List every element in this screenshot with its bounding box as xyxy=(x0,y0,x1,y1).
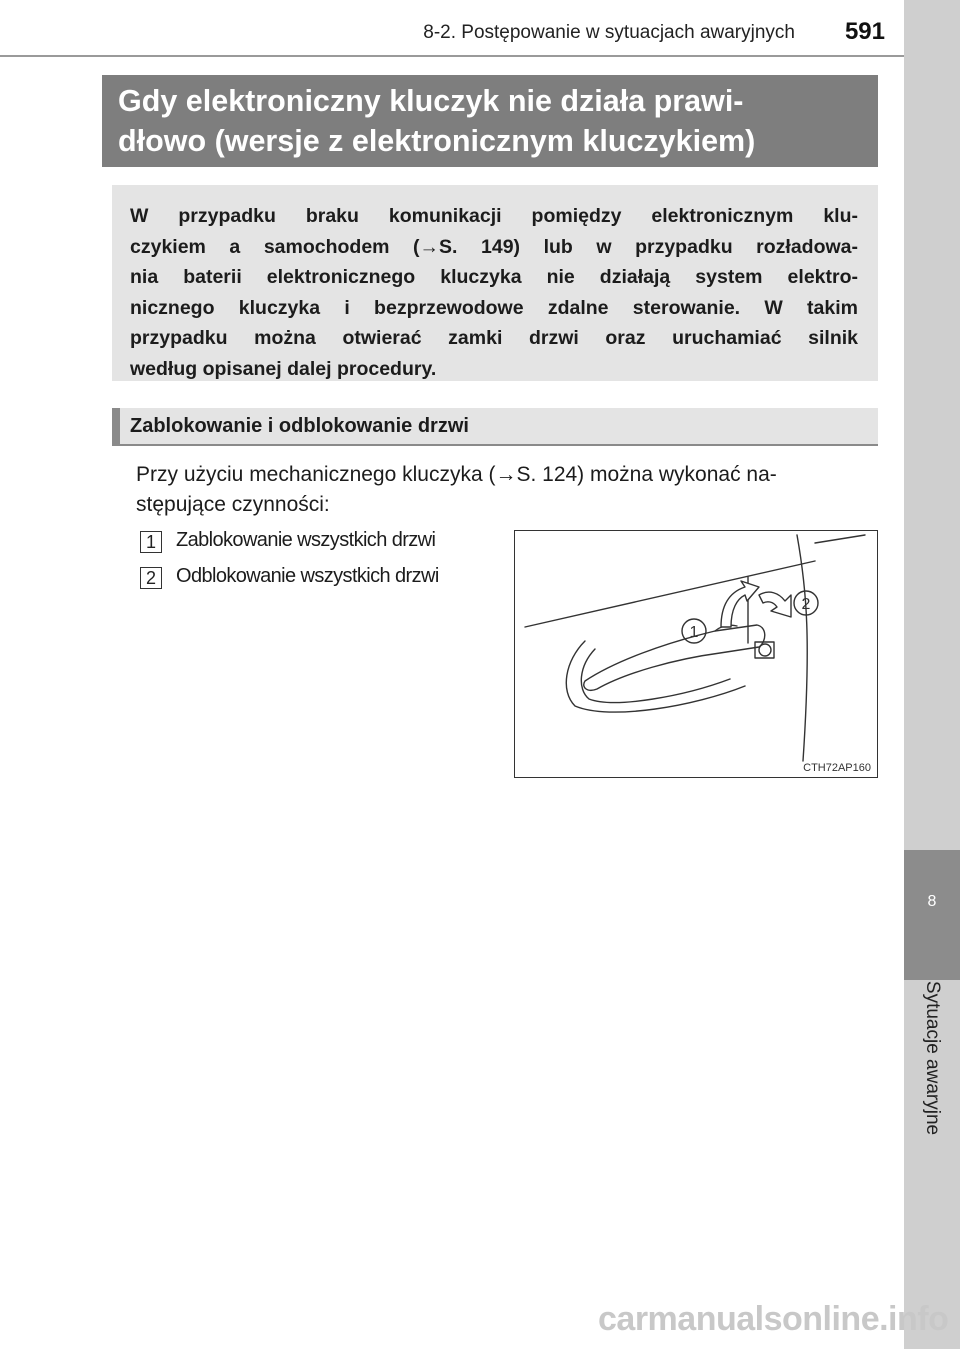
intro-line: czykiem a samochodem (→S. 149) lub w przypadku rozładowa- xyxy=(130,235,858,258)
door-handle xyxy=(584,625,765,690)
intro-line: nia baterii elektronicznego kluczyka nie działają system elektro- xyxy=(130,266,858,289)
callout-number: 2 xyxy=(801,596,811,613)
handle-recess-inner xyxy=(581,649,730,702)
intro-line: przypadku można otwierać zamki drzwi oraz uruchamiać silnik xyxy=(130,327,858,350)
intro-line: W przypadku braku komunikacji pomiędzy elektronicznym klu- xyxy=(130,205,858,227)
chapter-label: Sytuacje awaryjne xyxy=(922,980,943,1136)
chapter-number-tab xyxy=(904,850,960,980)
step-label: Zablokowanie wszystkich drzwi xyxy=(176,529,436,551)
key-cylinder xyxy=(759,644,771,656)
body-line: Przy użyciu mechanicznego kluczyka (→S. 124) można wykonać na- xyxy=(136,463,777,486)
page-title-line: dłowo (wersje z elektronicznym kluczykiem) xyxy=(118,124,756,158)
callout-number: 1 xyxy=(689,624,699,641)
intro-box xyxy=(112,185,878,381)
step-label: Odblokowanie wszystkich drzwi xyxy=(176,565,439,587)
door-handle-illustration xyxy=(514,530,878,778)
figure-code: CTH72AP160 xyxy=(803,762,871,774)
door-gap-line xyxy=(797,535,807,761)
step-number: 1 xyxy=(140,531,162,553)
subheading-text: Zablokowanie i odblokowanie drzwi xyxy=(130,415,469,437)
page-title xyxy=(102,75,878,167)
body-line: stępujące czynności: xyxy=(136,493,330,516)
lock-rotation-arrow-icon xyxy=(721,581,759,627)
watermark: carmanualsonline.info xyxy=(598,1300,949,1338)
subheading xyxy=(112,408,878,446)
step-number: 2 xyxy=(140,567,162,589)
chapter-side-tab xyxy=(904,0,960,1349)
unlock-rotation-arrow-icon xyxy=(759,592,791,617)
chapter-number: 8 xyxy=(927,893,937,910)
door-handle-drawing xyxy=(515,531,877,777)
intro-line: według opisanej dalej procedury. xyxy=(130,357,437,380)
header-rule xyxy=(0,55,904,57)
body-paragraph xyxy=(136,460,880,520)
page-number: 591 xyxy=(844,18,885,45)
page-title-line: Gdy elektroniczny kluczyk nie działa prawi- xyxy=(118,84,744,118)
section-title: 8-2. Postępowanie w sytuacjach awaryjnych xyxy=(423,22,795,43)
intro-line: nicznego kluczyka i bezprzewodowe zdalne sterowanie. W takim xyxy=(130,296,858,319)
window-line xyxy=(815,535,865,543)
